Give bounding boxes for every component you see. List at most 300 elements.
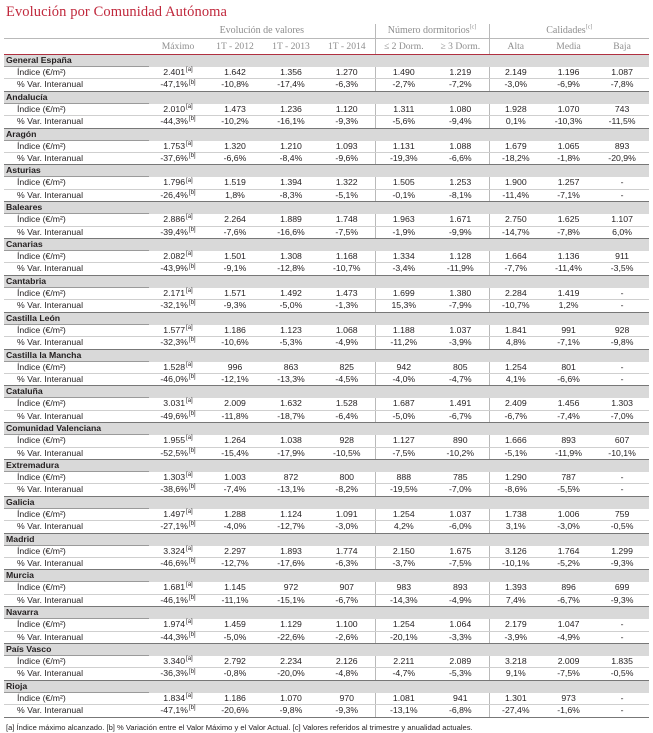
region-name: Baleares	[4, 202, 149, 214]
cell-value: 1.687	[375, 398, 432, 410]
cell-value: -27,1%[b]	[149, 521, 207, 533]
cell-value: 1.100	[319, 619, 375, 631]
table-row	[4, 447, 649, 459]
region-name: Canarias	[4, 239, 149, 251]
cell-value: -19,5%	[375, 484, 432, 496]
cell-value: 1.210	[263, 140, 319, 152]
row-label-indice: Índice (€/m²)	[4, 398, 149, 410]
cell-value: 1.257	[542, 177, 595, 189]
cell-value: -7,6%	[207, 226, 263, 238]
footnote-marker-a: [a]	[186, 656, 193, 663]
cell-value: -9,8%	[263, 705, 319, 717]
cell-value: 759	[595, 508, 649, 520]
cell-value: 1.320	[207, 140, 263, 152]
cell-value: 1.528[a]	[149, 361, 207, 373]
cell-value: -3,0%	[542, 521, 595, 533]
cell-value: 1.459	[207, 619, 263, 631]
cell-value: 1.519	[207, 177, 263, 189]
cell-value: -5,2%	[542, 557, 595, 569]
cell-value: -5,1%	[319, 189, 375, 201]
cell-value: -7,5%	[432, 557, 489, 569]
cell-value: 1.419	[542, 287, 595, 299]
cell-value: -7,5%	[319, 226, 375, 238]
cell-value: 1.955[a]	[149, 435, 207, 447]
region-name: Comunidad Valenciana	[4, 423, 149, 435]
col-header-2-dorm: ≤ 2 Dorm.	[375, 39, 432, 55]
region-header-spacer	[149, 607, 649, 619]
table-row	[4, 398, 649, 410]
row-label-indice: Índice (€/m²)	[4, 471, 149, 483]
region-header-spacer	[149, 533, 649, 545]
cell-value: -4,8%	[319, 668, 375, 680]
region-header-row	[4, 128, 649, 140]
evolution-table	[4, 24, 649, 718]
cell-value: -14,3%	[375, 594, 432, 606]
cell-value: 2.750	[489, 214, 542, 226]
footnote-marker-a: [a]	[186, 361, 193, 368]
cell-value: 1.764	[542, 545, 595, 557]
cell-value: 1.264	[207, 435, 263, 447]
region-header-spacer	[149, 570, 649, 582]
cell-value: -36,3%[b]	[149, 668, 207, 680]
cell-value: 1.632	[263, 398, 319, 410]
cell-value: 1.087	[595, 67, 649, 79]
cell-value: -6,4%	[319, 410, 375, 422]
cell-value: -1,3%	[319, 300, 375, 312]
cell-value: 1.168	[319, 251, 375, 263]
footnote-marker-a: [a]	[186, 619, 193, 626]
cell-value: -6,7%	[319, 594, 375, 606]
footnote-marker-c1: [c]	[469, 24, 477, 31]
region-header-row	[4, 533, 649, 545]
col-header-media: Media	[556, 41, 581, 52]
cell-value: 1.254	[375, 508, 432, 520]
cell-value: -	[595, 705, 649, 717]
cell-value: -6,3%	[319, 557, 375, 569]
cell-value: 1.299	[595, 545, 649, 557]
cell-value: -32,3%[b]	[149, 337, 207, 349]
footnote-marker-b: [b]	[188, 410, 196, 417]
cell-value: -9,3%	[595, 594, 649, 606]
cell-value: -11,4%	[542, 263, 595, 275]
row-label-variacion: % Var. Interanual	[4, 410, 149, 422]
cell-value: 1.774	[319, 545, 375, 557]
table-row	[4, 214, 649, 226]
cell-value: 1.571	[207, 287, 263, 299]
cell-value: 1.675	[432, 545, 489, 557]
cell-value: -20,9%	[595, 153, 649, 165]
cell-value: 1.311	[375, 103, 432, 115]
footnote-marker-a: [a]	[186, 140, 193, 147]
footnote-marker-a: [a]	[186, 287, 193, 294]
cell-value: -6,6%	[432, 153, 489, 165]
cell-value: -4,9%	[432, 594, 489, 606]
region-header-spacer	[149, 91, 649, 103]
table-row	[4, 79, 649, 91]
cell-value: -15,4%	[207, 447, 263, 459]
cell-value: -	[595, 692, 649, 704]
cell-value: 1.394	[263, 177, 319, 189]
header-group-evolucion	[149, 24, 375, 39]
cell-value: 1.290	[489, 471, 542, 483]
cell-value: -10,3%	[542, 116, 595, 128]
cell-value: -5,5%	[542, 484, 595, 496]
row-label-variacion: % Var. Interanual	[4, 705, 149, 717]
cell-value: 1.129	[263, 619, 319, 631]
cell-value: -11,2%	[375, 337, 432, 349]
cell-value: -12,8%	[263, 263, 319, 275]
cell-value: -	[595, 373, 649, 385]
region-header-spacer	[149, 275, 649, 287]
cell-value: 1.528	[319, 398, 375, 410]
cell-value: -3,0%	[489, 79, 542, 91]
cell-value: 996	[207, 361, 263, 373]
cell-value: 2.149	[489, 67, 542, 79]
cell-value: 1.003	[207, 471, 263, 483]
cell-value: -5,3%	[432, 668, 489, 680]
region-header-row	[4, 239, 649, 251]
table-row	[4, 337, 649, 349]
cell-value: 1.186	[207, 324, 263, 336]
cell-value: -10,5%	[319, 447, 375, 459]
cell-value: -6,7%	[432, 410, 489, 422]
region-name: General España	[4, 55, 149, 67]
table-row	[4, 226, 649, 238]
footnote-marker-b: [b]	[188, 300, 196, 307]
cell-value: -8,6%	[489, 484, 542, 496]
row-label-indice: Índice (€/m²)	[4, 287, 149, 299]
cell-value: 970	[319, 692, 375, 704]
cell-value: 1.893	[263, 545, 319, 557]
row-label-indice: Índice (€/m²)	[4, 361, 149, 373]
col-header-1t-2012: 1T - 2012	[216, 41, 254, 52]
header-group-evolucion-label: Evolución de valores	[219, 25, 304, 36]
cell-value: -2,7%	[375, 79, 432, 91]
cell-value: 1.219	[432, 67, 489, 79]
cell-value: 2.150	[375, 545, 432, 557]
cell-value: -12,7%	[207, 557, 263, 569]
cell-value: -	[595, 287, 649, 299]
cell-value: -6,6%	[207, 153, 263, 165]
cell-value: -32,1%[b]	[149, 300, 207, 312]
table-row	[4, 116, 649, 128]
table-row	[4, 189, 649, 201]
table-row	[4, 67, 649, 79]
col-header-1t-2013: 1T - 2013	[272, 41, 310, 52]
cell-value: -9,1%	[207, 263, 263, 275]
cell-value: -6,3%	[319, 79, 375, 91]
cell-value: 1.136	[542, 251, 595, 263]
cell-value: 1.738	[489, 508, 542, 520]
cell-value: -7,8%	[595, 79, 649, 91]
row-label-indice: Índice (€/m²)	[4, 67, 149, 79]
cell-value: -37,6%[b]	[149, 153, 207, 165]
cell-value: -46,1%[b]	[149, 594, 207, 606]
cell-value: 1.642	[207, 67, 263, 79]
region-header-row	[4, 644, 649, 656]
cell-value: 1.047	[542, 619, 595, 631]
cell-value: -5,0%	[263, 300, 319, 312]
cell-value: -10,2%	[432, 447, 489, 459]
region-name: Navarra	[4, 607, 149, 619]
region-header-row	[4, 91, 649, 103]
cell-value: -	[595, 471, 649, 483]
row-label-variacion: % Var. Interanual	[4, 557, 149, 569]
cell-value: 1.699	[375, 287, 432, 299]
cell-value: -5,0%	[375, 410, 432, 422]
cell-value: 911	[595, 251, 649, 263]
cell-value: 1.270	[319, 67, 375, 79]
cell-value: 1.681[a]	[149, 582, 207, 594]
cell-value: 1.490	[375, 67, 432, 79]
cell-value: -4,7%	[375, 668, 432, 680]
region-header-row	[4, 55, 649, 67]
row-label-variacion: % Var. Interanual	[4, 337, 149, 349]
cell-value: 1.006	[542, 508, 595, 520]
cell-value: 3,1%	[489, 521, 542, 533]
cell-value: -3,9%	[489, 631, 542, 643]
row-label-indice: Índice (€/m²)	[4, 582, 149, 594]
cell-value: -11,9%	[542, 447, 595, 459]
cell-value: -11,4%	[489, 189, 542, 201]
region-header-spacer	[149, 55, 649, 67]
cell-value: -7,9%	[432, 300, 489, 312]
cell-value: -7,4%	[207, 484, 263, 496]
table-row	[4, 177, 649, 189]
cell-value: -9,3%	[595, 557, 649, 569]
cell-value: 893	[432, 582, 489, 594]
table-row	[4, 471, 649, 483]
region-name: Murcia	[4, 570, 149, 582]
cell-value: 2.211	[375, 656, 432, 668]
row-label-indice: Índice (€/m²)	[4, 508, 149, 520]
cell-value: -43,9%[b]	[149, 263, 207, 275]
region-header-row	[4, 202, 649, 214]
row-label-indice: Índice (€/m²)	[4, 692, 149, 704]
cell-value: -7,0%	[595, 410, 649, 422]
cell-value: -10,2%	[207, 116, 263, 128]
cell-value: -6,7%	[542, 594, 595, 606]
cell-value: -47,1%[b]	[149, 705, 207, 717]
cell-value: 1.068	[319, 324, 375, 336]
cell-value: -26,4%[b]	[149, 189, 207, 201]
cell-value: 872	[263, 471, 319, 483]
region-header-spacer	[149, 644, 649, 656]
cell-value: -0,1%	[375, 189, 432, 201]
footnote-marker-a: [a]	[186, 472, 193, 479]
cell-value: -4,0%	[207, 521, 263, 533]
cell-value: 1.334	[375, 251, 432, 263]
table-row	[4, 705, 649, 717]
header-group-row	[4, 24, 649, 39]
footnote-marker-b: [b]	[188, 558, 196, 565]
footnote-marker-a: [a]	[186, 545, 193, 552]
cell-value: 1.064	[432, 619, 489, 631]
table-row	[4, 103, 649, 115]
region-header-row	[4, 570, 649, 582]
cell-value: 1.131	[375, 140, 432, 152]
cell-value: 1.322	[319, 177, 375, 189]
cell-value: 1.093	[319, 140, 375, 152]
cell-value: -10,8%	[207, 79, 263, 91]
cell-value: 4,1%	[489, 373, 542, 385]
cell-value: -	[595, 177, 649, 189]
table-row	[4, 692, 649, 704]
footnote-marker-a: [a]	[186, 582, 193, 589]
table-row	[4, 287, 649, 299]
cell-value: -52,5%[b]	[149, 447, 207, 459]
cell-value: 1.796[a]	[149, 177, 207, 189]
cell-value: 2.171[a]	[149, 287, 207, 299]
cell-value: 1.037	[432, 508, 489, 520]
cell-value: 3.340[a]	[149, 656, 207, 668]
cell-value: -5,3%	[263, 337, 319, 349]
row-label-variacion: % Var. Interanual	[4, 594, 149, 606]
cell-value: 2.234	[263, 656, 319, 668]
cell-value: 1.671	[432, 214, 489, 226]
region-name: Cataluña	[4, 386, 149, 398]
cell-value: -20,6%	[207, 705, 263, 717]
cell-value: 1.666	[489, 435, 542, 447]
cell-value: -	[595, 619, 649, 631]
row-label-indice: Índice (€/m²)	[4, 324, 149, 336]
cell-value: 1.080	[432, 103, 489, 115]
cell-value: -4,5%	[319, 373, 375, 385]
cell-value: 973	[542, 692, 595, 704]
cell-value: 1.038	[263, 435, 319, 447]
region-header-row	[4, 680, 649, 692]
region-header-row	[4, 349, 649, 361]
region-name: Castilla la Mancha	[4, 349, 149, 361]
cell-value: 1.356	[263, 67, 319, 79]
region-name: Castilla León	[4, 312, 149, 324]
region-name: Cantabria	[4, 275, 149, 287]
cell-value: 3.031[a]	[149, 398, 207, 410]
table-row	[4, 619, 649, 631]
col-header-blank	[4, 39, 149, 55]
cell-value: 800	[319, 471, 375, 483]
header-group-dormitorios-label: Número dormitorios	[387, 25, 470, 36]
cell-value: -11,1%	[207, 594, 263, 606]
cell-value: -13,3%	[263, 373, 319, 385]
col-header-maximo: Máximo	[161, 41, 195, 52]
region-header-row	[4, 165, 649, 177]
footnote-marker-b: [b]	[188, 189, 196, 196]
footnote-marker-b: [b]	[188, 447, 196, 454]
cell-value: -19,3%	[375, 153, 432, 165]
table-body	[4, 55, 649, 718]
header-group-dormitorios	[375, 24, 489, 39]
row-label-variacion: % Var. Interanual	[4, 447, 149, 459]
table-row	[4, 435, 649, 447]
cell-value: -2,6%	[319, 631, 375, 643]
cell-value: -9,3%	[207, 300, 263, 312]
cell-value: 2.886[a]	[149, 214, 207, 226]
cell-value: -1,9%	[375, 226, 432, 238]
table-row	[4, 361, 649, 373]
table-row	[4, 582, 649, 594]
cell-value: 1.196	[542, 67, 595, 79]
cell-value: -11,8%	[207, 410, 263, 422]
cell-value: -6,7%	[489, 410, 542, 422]
table-row	[4, 300, 649, 312]
cell-value: 1.124	[263, 508, 319, 520]
footnote-marker-a: [a]	[186, 692, 193, 699]
cell-value: -8,1%	[432, 189, 489, 201]
col-header-baja: Baja	[613, 41, 631, 52]
cell-value: -3,9%	[432, 337, 489, 349]
row-label-variacion: % Var. Interanual	[4, 153, 149, 165]
cell-value: 1.070	[542, 103, 595, 115]
cell-value: 607	[595, 435, 649, 447]
region-name: Andalucía	[4, 91, 149, 103]
cell-value: -6,6%	[542, 373, 595, 385]
cell-value: 3.126	[489, 545, 542, 557]
table-row	[4, 153, 649, 165]
cell-value: -15,1%	[263, 594, 319, 606]
table-row	[4, 484, 649, 496]
footnote-marker-c2: [c]	[585, 24, 593, 31]
col-header-1t-2014: 1T - 2014	[327, 41, 366, 52]
cell-value: -10,6%	[207, 337, 263, 349]
cell-value: -12,1%	[207, 373, 263, 385]
cell-value: -	[595, 189, 649, 201]
cell-value: 785	[432, 471, 489, 483]
cell-value: 2.126	[319, 656, 375, 668]
table-row	[4, 324, 649, 336]
row-label-variacion: % Var. Interanual	[4, 226, 149, 238]
header-group-calidades	[489, 24, 649, 39]
cell-value: 1.380	[432, 287, 489, 299]
cell-value: 983	[375, 582, 432, 594]
page-title: Evolución por Comunidad Autónoma	[6, 4, 228, 20]
region-name: País Vasco	[4, 644, 149, 656]
row-label-variacion: % Var. Interanual	[4, 116, 149, 128]
cell-value: 942	[375, 361, 432, 373]
table-row	[4, 545, 649, 557]
cell-value: -7,2%	[432, 79, 489, 91]
cell-value: 3.218	[489, 656, 542, 668]
cell-value: 928	[319, 435, 375, 447]
region-name: Galicia	[4, 496, 149, 508]
cell-value: 1.834[a]	[149, 692, 207, 704]
cell-value: -	[595, 484, 649, 496]
footnote-marker-a: [a]	[186, 67, 193, 74]
cell-value: 2.264	[207, 214, 263, 226]
cell-value: -38,6%[b]	[149, 484, 207, 496]
cell-value: 3.324[a]	[149, 545, 207, 557]
cell-value: -5,1%	[489, 447, 542, 459]
cell-value: 1.393	[489, 582, 542, 594]
cell-value: -6,8%	[432, 705, 489, 717]
region-name: Aragón	[4, 128, 149, 140]
footnote-marker-a: [a]	[186, 324, 193, 331]
cell-value: 1.070	[263, 692, 319, 704]
table-head	[4, 24, 649, 55]
cell-value: -39,4%[b]	[149, 226, 207, 238]
cell-value: 1.889	[263, 214, 319, 226]
cell-value: -18,7%	[263, 410, 319, 422]
region-header-spacer	[149, 165, 649, 177]
row-label-variacion: % Var. Interanual	[4, 79, 149, 91]
cell-value: 1.473	[319, 287, 375, 299]
cell-value: 1.900	[489, 177, 542, 189]
cell-value: -1,8%	[542, 153, 595, 165]
table-row	[4, 410, 649, 422]
row-label-indice: Índice (€/m²)	[4, 656, 149, 668]
region-header-spacer	[149, 312, 649, 324]
cell-value: -9,6%	[319, 153, 375, 165]
